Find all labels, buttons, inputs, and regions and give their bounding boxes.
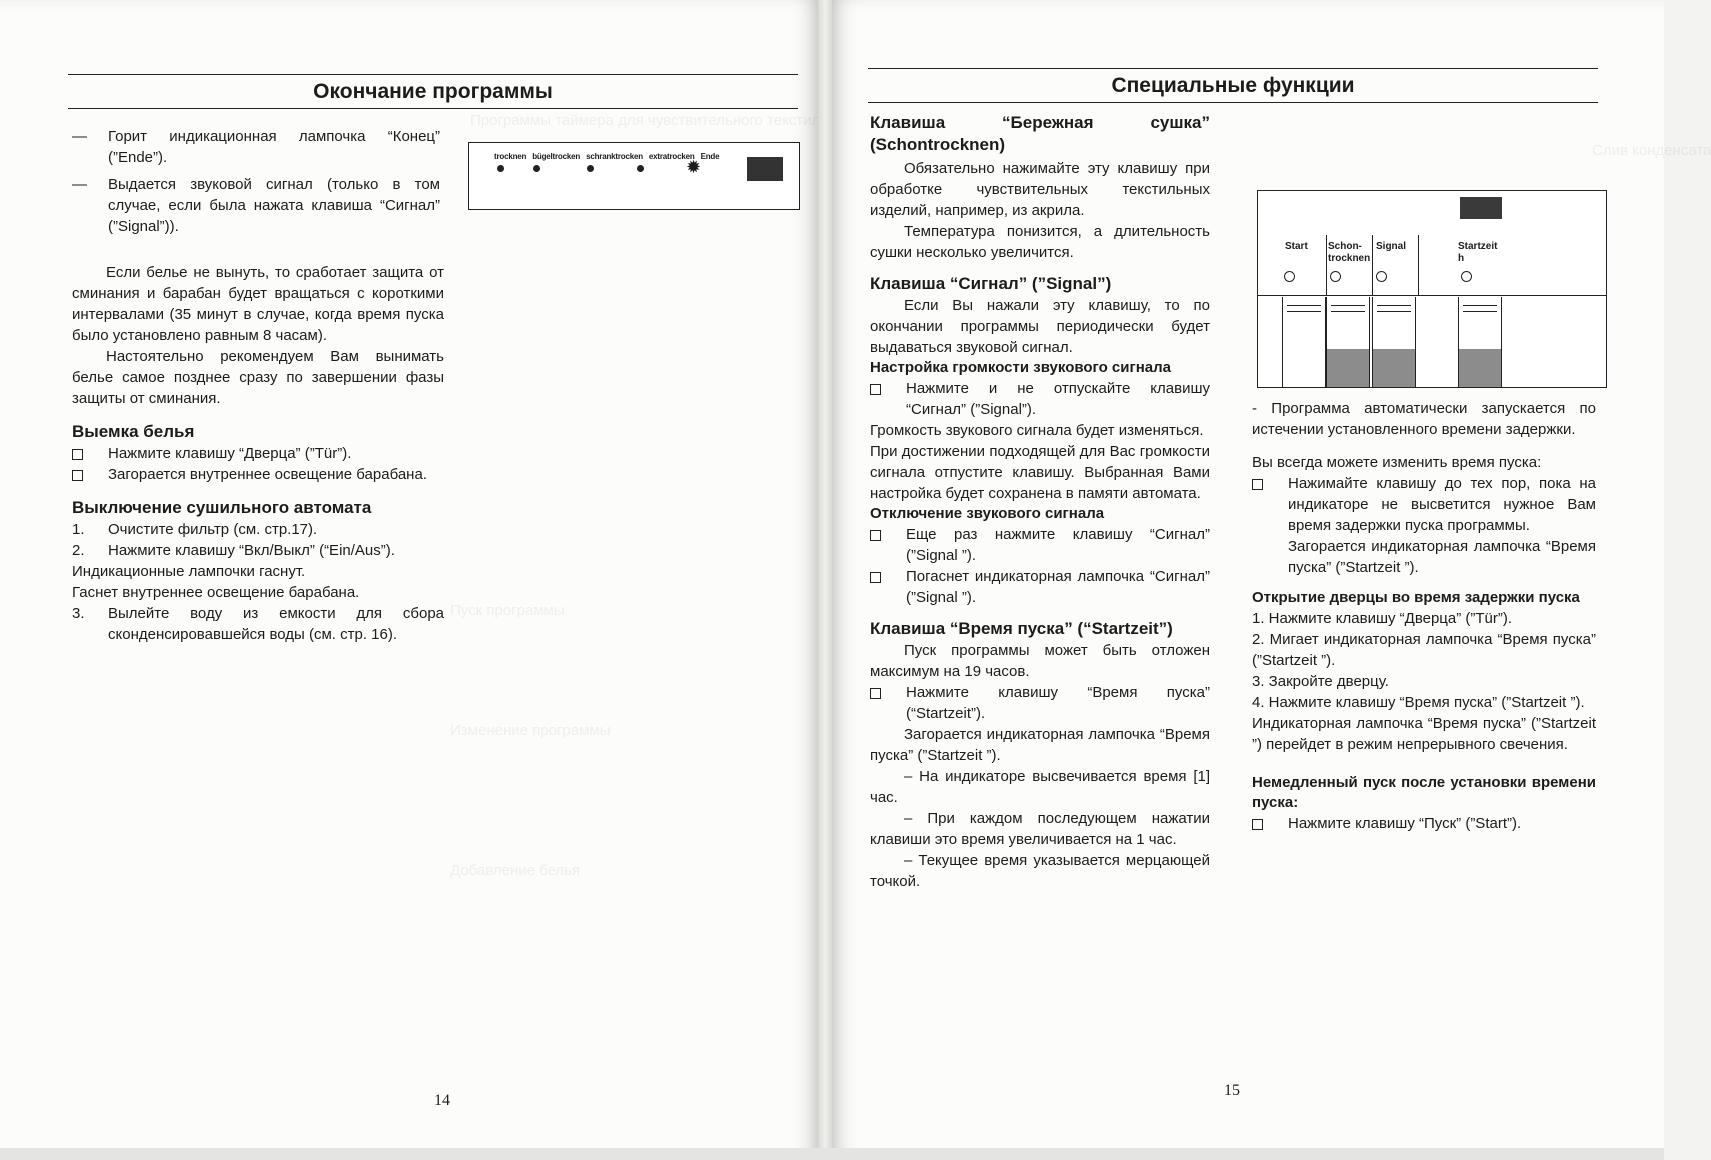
checkbox-icon <box>870 688 881 699</box>
sub-heading: Настройка громкости звукового сигнала <box>870 359 1172 376</box>
indicator-icon <box>1461 271 1472 282</box>
paragraph: Индикаторная лампочка “Время пуска” (”Startzeit ”) перейдет в режим непрерывного свечения. <box>1252 715 1596 753</box>
numbered-item: 3. Вылейте воду из емкости для сбора сконденсировавшейся воды (см. стр. 16). <box>72 605 444 643</box>
ende-lit-icon: ✹ <box>686 157 702 177</box>
header-rule <box>68 74 798 75</box>
book-gutter <box>818 0 832 1160</box>
right-column-2 <box>1252 398 1596 834</box>
left-column-body <box>72 262 444 645</box>
list-item: Нажмите и не отпускайте клавишу “Сигнал” (”Signal”). <box>870 378 1210 420</box>
list-item: Нажмите клавишу “Время пуска” (“Startzeit”). <box>870 682 1210 724</box>
paragraph: Настоятельно рекомендуем Вам вынимать белье самое позднее сразу по завершении фазы защиты от сминания. <box>72 348 444 407</box>
header-rule <box>868 68 1598 69</box>
dash-mark: — <box>72 176 87 193</box>
key-label: Signal <box>1376 241 1407 252</box>
section-heading: Клавиша “Сигнал” (”Signal”) <box>870 274 1112 293</box>
indicator-icon <box>1376 271 1387 282</box>
indicator-led <box>637 165 644 172</box>
header-rule <box>68 108 798 109</box>
indicator-led <box>587 165 594 172</box>
step: 2. Мигает индикаторная лампочка “Время пуска” (”Startzeit ”). <box>1252 631 1596 669</box>
step: 1. Нажмите клавишу “Дверца” (”Tür”). <box>1252 610 1513 627</box>
paragraph: Гаснет внутреннее освещение барабана. <box>72 584 360 601</box>
step: 3. Закройте дверцу. <box>1252 673 1389 690</box>
key-label: Startzeit h <box>1458 241 1498 264</box>
page-title: Окончание программы <box>313 80 553 103</box>
step: 4. Нажмите клавишу “Время пуска” (”Startzeit ”). <box>1252 694 1585 711</box>
checkbox-icon <box>870 530 881 541</box>
control-panel-diagram <box>1257 190 1607 388</box>
section-heading: Выключение сушильного автомата <box>72 498 372 517</box>
paragraph: Загорается индикаторная лампочка “Время пуска” (”Startzeit ”). <box>870 726 1210 764</box>
paragraph: Загорается индикаторная лампочка “Время пуска” (”Startzeit ”). <box>1288 538 1596 576</box>
paragraph: Если белье не вынуть, то сработает защита от сминания и барабан будет вращаться с короткими интервалами (35 минут в случае, когда время пуска было установлено равным 8 часам). <box>72 264 444 344</box>
section-heading: Клавиша “Время пуска” (“Startzeit”) <box>870 619 1173 638</box>
bleed-through-text: Добавление белья <box>450 862 581 879</box>
paragraph: – На индикаторе высвечивается время [1] час. <box>870 768 1210 806</box>
checkbox-icon <box>870 572 881 583</box>
panel-label: extratrocken <box>648 152 695 161</box>
paragraph: Индикационные лампочки гаснут. <box>72 563 306 580</box>
display-icon <box>747 157 783 181</box>
checkbox-icon <box>1252 479 1263 490</box>
sub-heading: Немедленный пуск после установки времени пуска: <box>1252 774 1596 811</box>
paragraph: Пуск программы может быть отложен максимум на 19 часов. <box>870 642 1210 680</box>
control-panel-diagram <box>468 142 800 210</box>
dash-mark: — <box>72 128 87 145</box>
panel-label: Ende <box>700 152 720 161</box>
indicator-led <box>497 165 504 172</box>
list-item: — Выдается звуковой сигнал (только в том случае, если была нажата клавиша “Сигнал” (”Signal”)). <box>72 176 440 235</box>
list-item: Еще раз нажмите клавишу “Сигнал” (”Signal ”). <box>870 524 1210 566</box>
key-icon <box>1458 297 1502 387</box>
checkbox-icon <box>72 449 83 460</box>
key-icon <box>1326 297 1370 387</box>
section-heading: Выемка белья <box>72 422 195 441</box>
checkbox-icon <box>870 384 881 395</box>
header-rule <box>868 102 1598 103</box>
indicator-icon <box>1330 271 1341 282</box>
indicator-icon <box>1284 271 1295 282</box>
indicator-led <box>533 165 540 172</box>
checkbox-icon <box>72 470 83 481</box>
scan-edge <box>0 1148 1664 1160</box>
paragraph: Обязательно нажимайте эту клавишу при обработке чувствительных текстильных изделий, например, из акрила. <box>870 160 1210 219</box>
section-heading: Клавиша “Бережная сушка” (Schontrocknen) <box>870 113 1210 154</box>
key-icon <box>1372 297 1416 387</box>
page-number: 14 <box>434 1092 450 1109</box>
key-label: Start <box>1285 241 1308 252</box>
sub-heading: Открытие дверцы во время задержки пуска <box>1252 589 1580 606</box>
page-number: 15 <box>1224 1082 1240 1099</box>
checkbox-icon <box>1252 819 1263 830</box>
right-page <box>832 0 1711 1160</box>
list-item: Нажмите клавишу “Пуск” (”Start”). <box>1252 813 1596 834</box>
page-title: Специальные функции <box>1111 74 1355 97</box>
sub-heading: Отключение звукового сигнала <box>870 505 1105 522</box>
list-item: Нажмите клавишу “Дверца” (”Tür”). <box>72 443 444 464</box>
paragraph: Если Вы нажали эту клавишу, то по окончании программы периодически будет выдаваться звуковой сигнал. <box>870 297 1210 356</box>
list-item: Нажимайте клавишу до тех пор, пока на индикаторе не высветится нужное Вам время задержки пуска программы. <box>1252 473 1596 536</box>
bleed-through-text: Изменение программы <box>450 722 611 739</box>
paragraph: Громкость звукового сигнала будет изменяться. <box>870 422 1204 439</box>
panel-label: schranktrocken <box>586 152 643 161</box>
list-item: Погаснет индикаторная лампочка “Сигнал” (”Signal ”). <box>870 566 1210 608</box>
paragraph: При достижении подходящей для Вас громкости сигнала отпустите клавишу. Выбранная Вами настройка будет сохранена в памяти автомата. <box>870 443 1210 502</box>
list-item: Загорается внутреннее освещение барабана. <box>72 464 444 485</box>
key-icon <box>1282 297 1326 387</box>
bleed-through-text: Программы таймера для чувствительного текстильного белья <box>470 112 904 129</box>
paragraph: Температура понизится, а длительность сушки несколько увеличится. <box>870 223 1210 261</box>
paragraph: – Текущее время указывается мерцающей точкой. <box>870 852 1210 890</box>
numbered-item: 2. Нажмите клавишу “Вкл/Выкл” (“Ein/Aus”). <box>72 542 395 559</box>
bleed-through-text: Пуск программы <box>450 602 565 619</box>
key-label: Schon- trocknen <box>1328 241 1371 264</box>
right-column-1 <box>870 112 1210 892</box>
panel-label: bügeltrocken <box>532 152 581 161</box>
numbered-item: 1. Очистите фильтр (см. стр.17). <box>72 521 318 538</box>
paragraph: - Программа автоматически запускается по истечении установленного времени задержки. <box>1252 400 1596 438</box>
panel-label: trocknen <box>494 152 527 161</box>
left-column <box>72 126 440 237</box>
list-item: — Горит индикационная лампочка “Конец” (”Ende”). <box>72 128 440 166</box>
paragraph: Вы всегда можете изменить время пуска: <box>1252 454 1542 471</box>
paragraph: – При каждом последующем нажатии клавиши это время увеличивается на 1 час. <box>870 810 1210 848</box>
bleed-through-text: Слив конденсата <box>1592 142 1711 159</box>
display-icon <box>1460 197 1502 219</box>
